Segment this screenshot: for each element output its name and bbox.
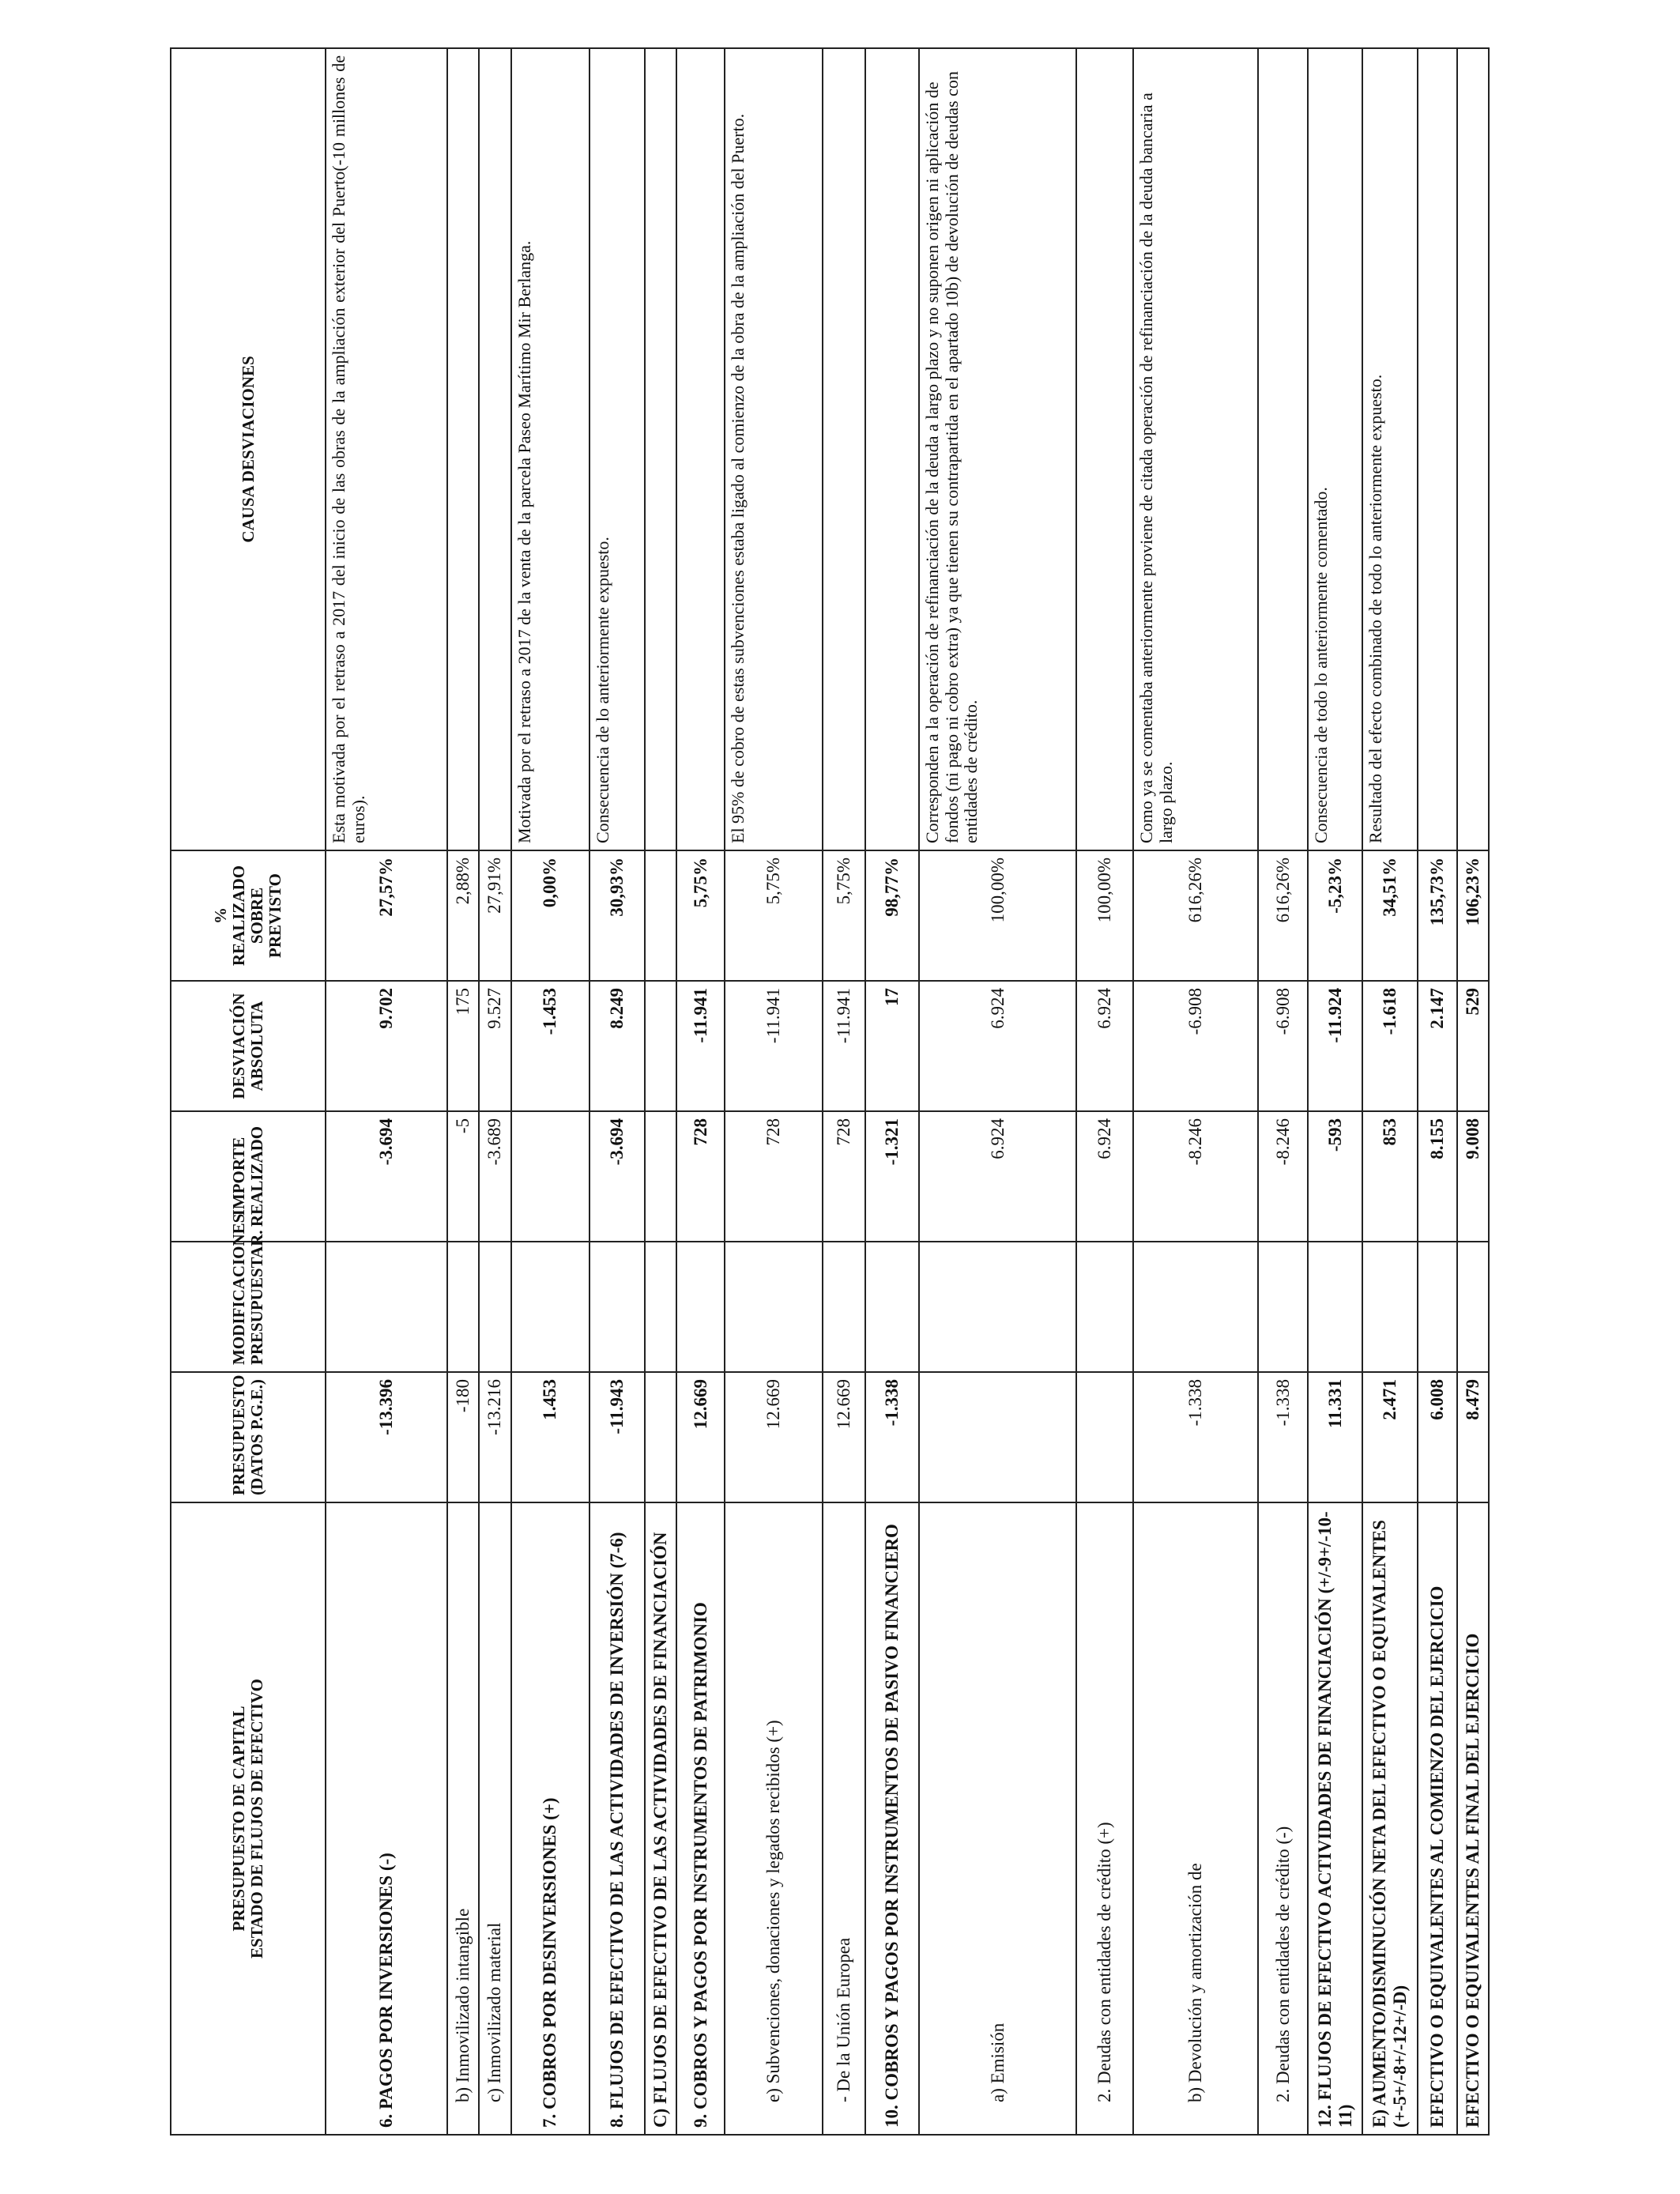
cell-cause — [1418, 48, 1457, 850]
cell-modifications — [1133, 1242, 1258, 1372]
cell-modifications — [1457, 1242, 1489, 1372]
section-header-row — [645, 48, 676, 2135]
cell-deviation: 9.702 — [326, 981, 446, 1111]
cell-realized: 6.924 — [919, 1111, 1076, 1242]
table-row — [326, 48, 446, 2135]
cell-cause — [1076, 48, 1133, 850]
cell-cause: Consecuencia de lo anteriormente expuesto. — [590, 48, 645, 850]
cell-budget: -180 — [447, 1372, 479, 1502]
empty-cell — [645, 850, 676, 981]
table-row — [1362, 48, 1417, 2135]
cell-deviation: -1.618 — [1362, 981, 1417, 1111]
row-label: EFECTIVO O EQUIVALENTES AL FINAL DEL EJERCICIO — [1457, 1502, 1489, 2135]
cell-modifications — [1418, 1242, 1457, 1372]
header-concept: PRESUPUESTO DE CAPITAL ESTADO DE FLUJOS DE EFECTIVO — [171, 1502, 326, 2135]
cell-realized: 728 — [725, 1111, 823, 1242]
cell-cause: Resultado del efecto combinado de todo lo anteriormente expuesto. — [1362, 48, 1417, 850]
row-label: c) Inmovilizado material — [479, 1502, 510, 2135]
empty-cell — [645, 1372, 676, 1502]
cell-percent: 0,00% — [511, 850, 590, 981]
cell-budget: 6.008 — [1418, 1372, 1457, 1502]
cell-percent: 135,73% — [1418, 850, 1457, 981]
header-deviation: DESVIACIÓN ABSOLUTA — [171, 981, 326, 1111]
cell-cause: Motivada por el retraso a 2017 de la venta de la parcela Paseo Marítimo Mir Berlanga. — [511, 48, 590, 850]
cell-percent: 5,75% — [823, 850, 865, 981]
header-modifications: MODIFICACIONES PRESUPUESTAR. — [171, 1242, 326, 1372]
header-cause: CAUSA DESVIACIONES — [171, 48, 326, 850]
cell-realized: -8.246 — [1258, 1111, 1308, 1242]
table-row — [725, 48, 823, 2135]
cell-percent: 34,51% — [1362, 850, 1417, 981]
header-realized: IMPORTE REALIZADO — [171, 1111, 326, 1242]
table-row — [919, 48, 1076, 2135]
row-label: 9. COBROS Y PAGOS POR INSTRUMENTOS DE PATRIMONIO — [676, 1502, 725, 2135]
cell-cause — [676, 48, 725, 850]
cell-cause — [1258, 48, 1308, 850]
table-row — [865, 48, 919, 2135]
cell-percent: 100,00% — [1076, 850, 1133, 981]
cell-modifications — [511, 1242, 590, 1372]
table-row — [1308, 48, 1362, 2135]
cell-deviation: 529 — [1457, 981, 1489, 1111]
row-label: 12. FLUJOS DE EFECTIVO ACTIVIDADES DE FINANCIACIÓN (+/-9+/-10-11) — [1308, 1502, 1362, 2135]
cell-realized — [511, 1111, 590, 1242]
cell-cause — [447, 48, 479, 850]
row-label: b) Devolución y amortización de — [1133, 1502, 1258, 2135]
cell-percent: 5,75% — [725, 850, 823, 981]
cell-realized: -1.321 — [865, 1111, 919, 1242]
cell-percent: 5,75% — [676, 850, 725, 981]
cell-budget: 1.453 — [511, 1372, 590, 1502]
cell-deviation: -6.908 — [1133, 981, 1258, 1111]
cell-realized: -5 — [447, 1111, 479, 1242]
cell-realized: -8.246 — [1133, 1111, 1258, 1242]
cell-budget: -1.338 — [865, 1372, 919, 1502]
row-label: - De la Unión Europea — [823, 1502, 865, 2135]
table-row — [447, 48, 479, 2135]
cell-deviation: 6.924 — [1076, 981, 1133, 1111]
row-label: a) Emisión — [919, 1502, 1076, 2135]
cell-percent: 27,57% — [326, 850, 446, 981]
cell-deviation: 6.924 — [919, 981, 1076, 1111]
cell-budget: -1.338 — [1258, 1372, 1308, 1502]
row-label: 8. FLUJOS DE EFECTIVO DE LAS ACTIVIDADES DE INVERSIÓN (7-6) — [590, 1502, 645, 2135]
row-label: 10. COBROS Y PAGOS POR INSTRUMENTOS DE PASIVO FINANCIERO — [865, 1502, 919, 2135]
cell-budget: -11.943 — [590, 1372, 645, 1502]
cell-modifications — [1362, 1242, 1417, 1372]
cell-realized: -3.694 — [326, 1111, 446, 1242]
cell-modifications — [919, 1242, 1076, 1372]
row-label: e) Subvenciones, donaciones y legados recibidos (+) — [725, 1502, 823, 2135]
row-label: 2. Deudas con entidades de crédito (+) — [1076, 1502, 1133, 2135]
cell-deviation: 8.249 — [590, 981, 645, 1111]
cell-realized: 728 — [676, 1111, 725, 1242]
cell-deviation: 2.147 — [1418, 981, 1457, 1111]
cell-cause: Como ya se comentaba anteriormente proviene de citada operación de refinanciación de la deuda bancaria a largo plazo. — [1133, 48, 1258, 850]
cell-budget: 12.669 — [676, 1372, 725, 1502]
table-row — [1258, 48, 1308, 2135]
row-label: 2. Deudas con entidades de crédito (-) — [1258, 1502, 1308, 2135]
cell-cause: Esta motivada por el retraso a 2017 del inicio de las obras de la ampliación exterior del Puerto(-10 millones de euros). — [326, 48, 446, 850]
cell-modifications — [865, 1242, 919, 1372]
cell-realized: -3.689 — [479, 1111, 510, 1242]
header-budget: PRESUPUESTO (DATOS P.G.E.) — [171, 1372, 326, 1502]
cell-modifications — [1308, 1242, 1362, 1372]
cell-budget: 2.471 — [1362, 1372, 1417, 1502]
table-row — [1076, 48, 1133, 2135]
cell-percent: 30,93% — [590, 850, 645, 981]
cell-modifications — [479, 1242, 510, 1372]
cell-budget: 12.669 — [823, 1372, 865, 1502]
cell-deviation: 175 — [447, 981, 479, 1111]
cell-modifications — [725, 1242, 823, 1372]
cell-budget: 12.669 — [725, 1372, 823, 1502]
cell-realized: 853 — [1362, 1111, 1417, 1242]
table-row — [676, 48, 725, 2135]
cell-cause: El 95% de cobro de estas subvenciones estaba ligado al comienzo de la obra de la ampliación del Puerto. — [725, 48, 823, 850]
cell-deviation: -11.924 — [1308, 981, 1362, 1111]
cell-percent: 100,00% — [919, 850, 1076, 981]
cell-modifications — [447, 1242, 479, 1372]
cell-percent: 106,23% — [1457, 850, 1489, 981]
cell-deviation: -11.941 — [725, 981, 823, 1111]
cell-realized: -593 — [1308, 1111, 1362, 1242]
row-label: E) AUMENTO/DISMINUCIÓN NETA DEL EFECTIVO O EQUIVALENTES (+-5+/-8+/-12+/-D) — [1362, 1502, 1417, 2135]
cell-cause: Consecuencia de todo lo anteriormente comentado. — [1308, 48, 1362, 850]
row-label: b) Inmovilizado intangible — [447, 1502, 479, 2135]
cell-budget: 8.479 — [1457, 1372, 1489, 1502]
table-row — [479, 48, 510, 2135]
cell-modifications — [590, 1242, 645, 1372]
empty-cell — [645, 981, 676, 1111]
table-row — [823, 48, 865, 2135]
cell-percent: 616,26% — [1133, 850, 1258, 981]
cell-modifications — [1076, 1242, 1133, 1372]
cell-percent: 98,77% — [865, 850, 919, 981]
table-row — [511, 48, 590, 2135]
rotated-page — [170, 49, 1490, 2136]
empty-cell — [645, 1242, 676, 1372]
cell-modifications — [823, 1242, 865, 1372]
header-percent: % REALIZADO SOBRE PREVISTO — [171, 850, 326, 981]
capital-budget-cashflow-table — [170, 47, 1490, 2136]
table-row — [1133, 48, 1258, 2135]
cell-percent: 616,26% — [1258, 850, 1308, 981]
cell-budget: -1.338 — [1133, 1372, 1258, 1502]
cell-realized: 8.155 — [1418, 1111, 1457, 1242]
cell-deviation: 9.527 — [479, 981, 510, 1111]
cell-realized: 6.924 — [1076, 1111, 1133, 1242]
cell-realized: 728 — [823, 1111, 865, 1242]
cell-cause — [479, 48, 510, 850]
cell-realized: -3.694 — [590, 1111, 645, 1242]
cell-budget — [919, 1372, 1076, 1502]
cell-cause: Corresponden a la operación de refinanciación de la deuda a largo plazo y no suponen origen ni aplicación de fondos (ni pago ni cobro extra) ya que tienen su contrapartida en el apartado 10b) de devolución de deudas con entidades de crédito. — [919, 48, 1076, 850]
cell-deviation: -6.908 — [1258, 981, 1308, 1111]
cell-percent: -5,23% — [1308, 850, 1362, 981]
cell-modifications — [1258, 1242, 1308, 1372]
cell-cause — [1457, 48, 1489, 850]
cell-modifications — [326, 1242, 446, 1372]
cell-deviation: -11.941 — [823, 981, 865, 1111]
cell-deviation: -1.453 — [511, 981, 590, 1111]
table-row — [590, 48, 645, 2135]
cell-modifications — [676, 1242, 725, 1372]
cell-percent: 2,88% — [447, 850, 479, 981]
cell-deviation: 17 — [865, 981, 919, 1111]
cell-percent: 27,91% — [479, 850, 510, 981]
empty-cell — [645, 48, 676, 850]
row-label: 7. COBROS POR DESINVERSIONES (+) — [511, 1502, 590, 2135]
section-label: C) FLUJOS DE EFECTIVO DE LAS ACTIVIDADES DE FINANCIACIÓN — [645, 1502, 676, 2135]
row-label: EFECTIVO O EQUIVALENTES AL COMIENZO DEL EJERCICIO — [1418, 1502, 1457, 2135]
cell-cause — [865, 48, 919, 850]
table-row — [1457, 48, 1489, 2135]
table-header-row — [171, 48, 326, 2135]
cell-budget: -13.216 — [479, 1372, 510, 1502]
cell-realized: 9.008 — [1457, 1111, 1489, 1242]
cell-cause — [823, 48, 865, 850]
cell-deviation: -11.941 — [676, 981, 725, 1111]
cell-budget: -13.396 — [326, 1372, 446, 1502]
empty-cell — [645, 1111, 676, 1242]
table-row — [1418, 48, 1457, 2135]
cell-budget — [1076, 1372, 1133, 1502]
cell-budget: 11.331 — [1308, 1372, 1362, 1502]
row-label: 6. PAGOS POR INVERSIONES (-) — [326, 1502, 446, 2135]
